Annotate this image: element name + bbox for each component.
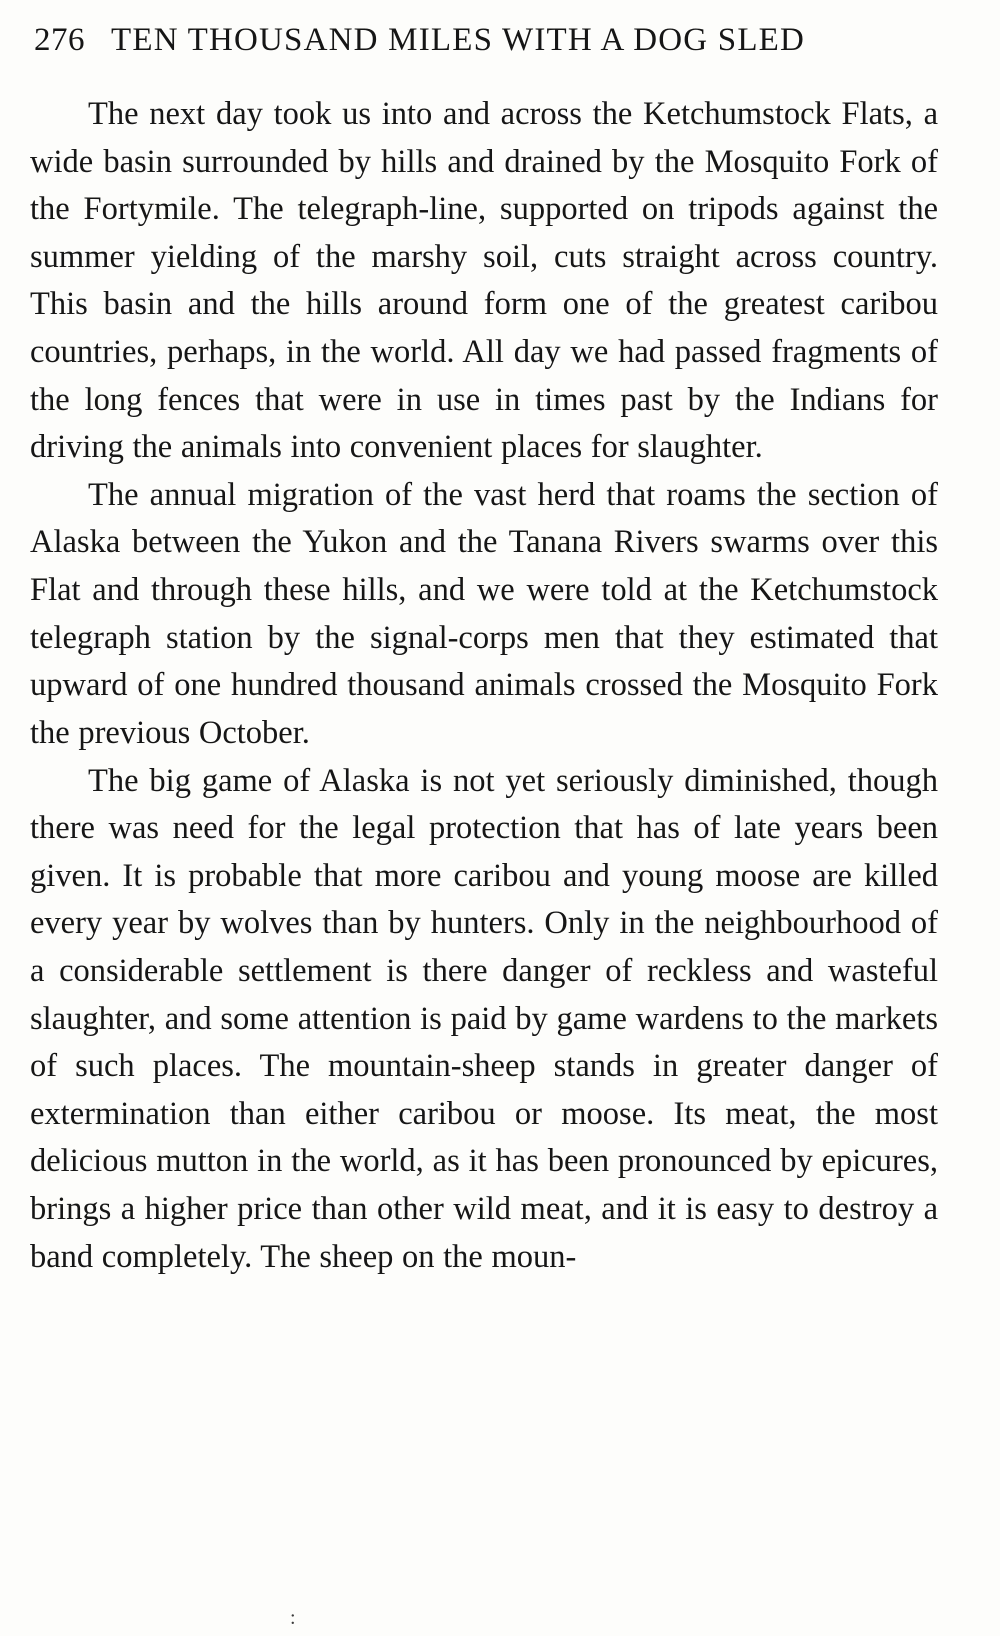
paragraph: The next day took us into and across the Ketchumstock Flats, a wide basin surrounded by hills and drained by the Mosquito Fork of the Fortymile. The telegraph-line, supported on tripods against the summer yielding of the marshy soil, cuts straight across country. This basin and the hills around form one of the greatest caribou countries, perhaps, in the world. All day we had passed fragments of the long fences that were in use in times past by the Indians for driving the animals into convenient places for slaughter.: [30, 96, 938, 466]
book-title: TEN THOUSAND MILES WITH A DOG SLED: [111, 22, 806, 58]
page-catchmark: :: [290, 1607, 296, 1629]
body-text: [30, 91, 938, 1281]
paragraph: The big game of Alaska is not yet seriously diminished, though there was need for the legal protection that has of late years been given. It is probable that more caribou and young moose are killed every year by wolves than by hunters. Only in the neighbourhood of a considerable settlement is there danger of reckless and wasteful slaughter, and some attention is paid by game wardens to the markets of such places. The mountain-sheep stands in greater danger of extermination than either caribou or moose. Its meat, the most delicious mutton in the world, as it has been pronounced by epicures, brings a higher price than other wild meat, and it is easy to destroy a band completely. The sheep on the moun-: [30, 762, 938, 1275]
running-head: [30, 22, 938, 59]
paragraph: The annual migration of the vast herd that roams the section of Alaska between the Yukon and the Tanana Rivers swarms over this Flat and through these hills, and we were told at the Ketchumstock telegraph station by the signal-corps men that they estimated that upward of one hundred thousand animals crossed the Mosquito Fork the previous October.: [30, 476, 938, 751]
page-number: 276: [34, 22, 85, 58]
